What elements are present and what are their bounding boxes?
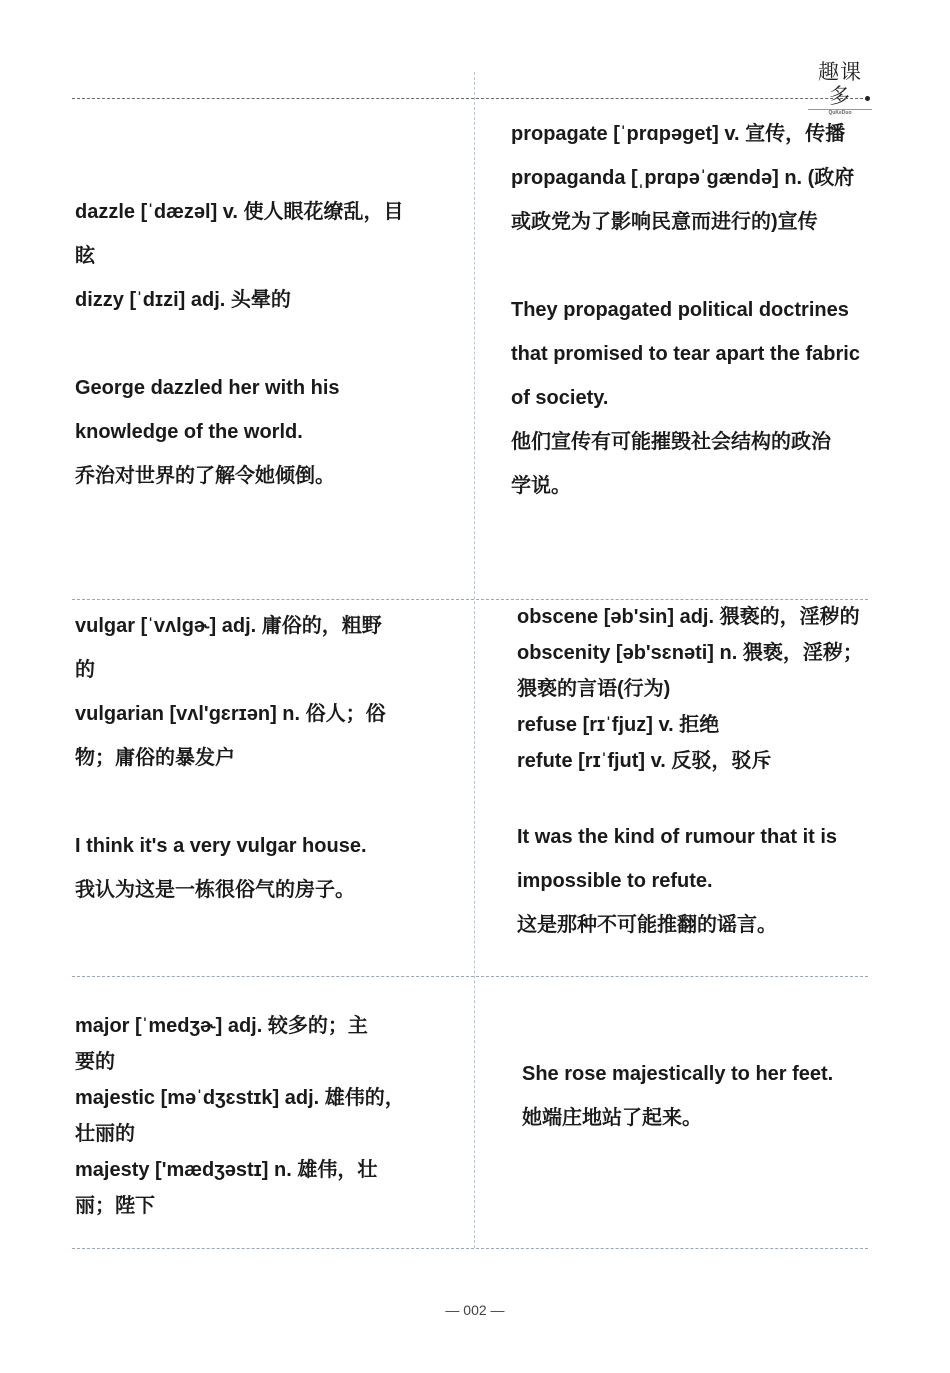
header-divider — [72, 98, 868, 99]
example-english: It was the kind of rumour that it is — [517, 826, 838, 848]
entry-line: 或政党为了影响民意而进行的)宣传 — [511, 211, 818, 233]
entry-line: majesty ['mædʒəstɪ] n. 雄伟，壮 — [75, 1159, 378, 1181]
example-chinese: 这是那种不可能推翻的谣言。 — [517, 914, 777, 936]
entry-line: dazzle [ˈdæzəl] v. 使人眼花缭乱，目 — [75, 201, 404, 223]
grid-divider-row2 — [72, 976, 868, 977]
entry-line: vulgar [ˈvʌlgɚ] adj. 庸俗的，粗野 — [75, 615, 382, 637]
card-obscene — [517, 599, 863, 947]
entry-line: refuse [rɪˈfjuz] v. 拒绝 — [517, 714, 720, 736]
example-english: They propagated political doctrines — [511, 299, 849, 321]
grid-divider-column — [474, 72, 475, 1248]
logo-text: 趣课多 — [818, 60, 862, 108]
entry-line: majestic [məˈdʒɛstɪk] adj. 雄伟的， — [75, 1087, 405, 1109]
entry-line: obscenity [əb'sɛnəti] n. 猥亵，淫秽； — [517, 642, 863, 664]
example-chinese: 学说。 — [511, 475, 571, 497]
entry-line: 要的 — [75, 1051, 115, 1073]
entry-line: major [ˈmedʒɚ] adj. 较多的；主 — [75, 1015, 368, 1037]
entry-line: 眩 — [75, 245, 95, 267]
entry-line: propagate [ˈprɑpəget] v. 宣传，传播 — [511, 123, 846, 145]
example-english: George dazzled her with his — [75, 377, 340, 399]
example-english: impossible to refute. — [517, 870, 713, 892]
example-english: She rose majestically to her feet. — [522, 1063, 834, 1085]
entry-line: 猥亵的言语(行为) — [517, 678, 671, 700]
example-english: I think it's a very vulgar house. — [75, 835, 367, 857]
example-chinese: 他们宣传有可能摧毁社会结构的政治 — [511, 431, 831, 453]
entry-line: 壮丽的 — [75, 1123, 135, 1145]
entry-line: 物；庸俗的暴发户 — [75, 747, 235, 769]
divider-end-dot — [865, 96, 870, 101]
example-chinese: 她端庄地站了起来。 — [522, 1107, 702, 1129]
entry-line: 的 — [75, 659, 95, 681]
example-chinese: 乔治对世界的了解令她倾倒。 — [75, 465, 335, 487]
page-number: — 002 — — [445, 1302, 505, 1318]
card-dazzle — [75, 190, 404, 498]
example-english: that promised to tear apart the fabric — [511, 343, 860, 365]
entry-line: propaganda [ˌprɑpəˈgændə] n. (政府 — [511, 167, 855, 189]
entry-line: dizzy [ˈdɪzi] adj. 头晕的 — [75, 289, 291, 311]
card-vulgar — [75, 604, 386, 912]
example-chinese: 我认为这是一栋很俗气的房子。 — [75, 879, 355, 901]
card-propagate — [511, 112, 860, 508]
entry-line: refute [rɪˈfjut] v. 反驳，驳斥 — [517, 750, 772, 772]
entry-line: 丽；陛下 — [75, 1195, 155, 1217]
example-english: knowledge of the world. — [75, 421, 303, 443]
brand-logo — [808, 60, 872, 117]
entry-line: vulgarian [vʌl'gɛrɪən] n. 俗人；俗 — [75, 703, 386, 725]
card-majestic-example — [522, 1052, 833, 1140]
grid-divider-bottom — [72, 1248, 868, 1249]
example-english: of society. — [511, 387, 609, 409]
card-major — [75, 1008, 405, 1224]
entry-line: obscene [əb'sin] adj. 猥亵的，淫秽的 — [517, 606, 860, 628]
logo-subtext: QuKeDuo — [808, 109, 872, 117]
